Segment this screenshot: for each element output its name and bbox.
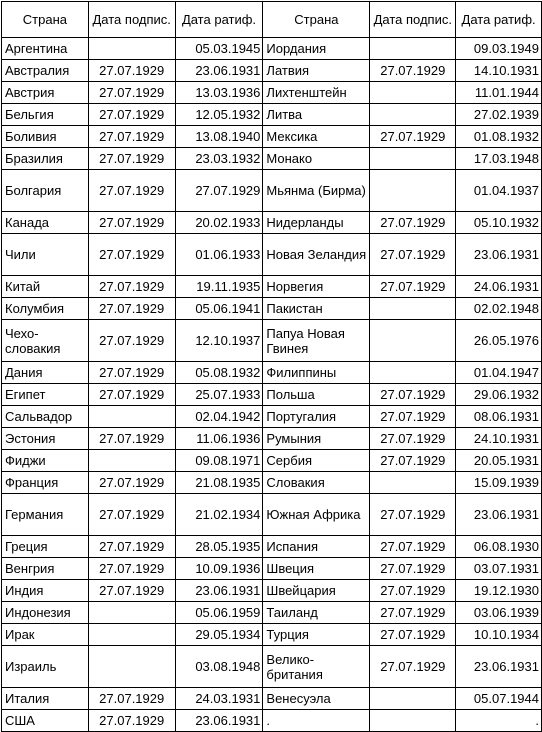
cell-signed: 27.07.1929 xyxy=(370,276,456,298)
cell-signed xyxy=(370,148,456,170)
cell-country: Австралия xyxy=(2,60,89,82)
header-signed: Дата подпис. xyxy=(88,2,175,38)
cell-country: Норвегия xyxy=(263,276,370,298)
cell-country: Мьянма (Бирма) xyxy=(263,170,370,212)
cell-signed: 27.07.1929 xyxy=(370,126,456,148)
table-row xyxy=(2,428,542,450)
cell-ratified: 23.06.1931 xyxy=(175,710,263,732)
table-row xyxy=(2,710,542,732)
table-row xyxy=(2,234,542,276)
cell-country: Южная Африка xyxy=(263,494,370,536)
cell-ratified: 24.03.1931 xyxy=(175,688,263,710)
cell-country: Канада xyxy=(2,212,89,234)
cell-ratified: 02.04.1942 xyxy=(175,406,263,428)
table-row xyxy=(2,126,542,148)
table-row xyxy=(2,536,542,558)
cell-ratified: 23.06.1931 xyxy=(456,646,542,688)
header-country: Страна xyxy=(263,2,370,38)
cell-signed xyxy=(370,362,456,384)
cell-signed: 27.07.1929 xyxy=(88,494,175,536)
header-row xyxy=(2,2,542,38)
table-row xyxy=(2,688,542,710)
cell-ratified: 20.02.1933 xyxy=(175,212,263,234)
cell-ratified: 01.04.1947 xyxy=(456,362,542,384)
cell-country: Эстония xyxy=(2,428,89,450)
cell-signed xyxy=(370,320,456,362)
cell-signed: 27.07.1929 xyxy=(88,82,175,104)
cell-signed: 27.07.1929 xyxy=(370,384,456,406)
cell-country: Лихтенштейн xyxy=(263,82,370,104)
cell-ratified: 02.02.1948 xyxy=(456,298,542,320)
cell-signed: 27.07.1929 xyxy=(88,688,175,710)
cell-ratified: 23.06.1931 xyxy=(175,580,263,602)
cell-signed: 27.07.1929 xyxy=(88,170,175,212)
cell-signed: 27.07.1929 xyxy=(88,558,175,580)
cell-ratified: 01.08.1932 xyxy=(456,126,542,148)
cell-signed xyxy=(370,710,456,732)
cell-country: Китай xyxy=(2,276,89,298)
table-row xyxy=(2,406,542,428)
cell-country: . xyxy=(263,710,370,732)
cell-signed: 27.07.1929 xyxy=(370,212,456,234)
table-row xyxy=(2,298,542,320)
cell-country: Чехо-словакия xyxy=(2,320,89,362)
cell-ratified: 05.06.1959 xyxy=(175,602,263,624)
cell-country: Швейцария xyxy=(263,580,370,602)
cell-ratified: 14.10.1931 xyxy=(456,60,542,82)
cell-country: Литва xyxy=(263,104,370,126)
cell-country: Венесуэла xyxy=(263,688,370,710)
cell-signed: 27.07.1929 xyxy=(370,624,456,646)
cell-signed: 27.07.1929 xyxy=(88,536,175,558)
ratification-table xyxy=(1,1,542,732)
cell-ratified: 11.06.1936 xyxy=(175,428,263,450)
table-row xyxy=(2,602,542,624)
cell-country: Сербия xyxy=(263,450,370,472)
table-row xyxy=(2,494,542,536)
cell-ratified: 21.02.1934 xyxy=(175,494,263,536)
cell-ratified: 26.05.1976 xyxy=(456,320,542,362)
cell-signed: 27.07.1929 xyxy=(370,428,456,450)
cell-ratified: . xyxy=(456,710,542,732)
cell-ratified: 13.03.1936 xyxy=(175,82,263,104)
cell-ratified: 13.08.1940 xyxy=(175,126,263,148)
cell-country: Италия xyxy=(2,688,89,710)
cell-signed: 27.07.1929 xyxy=(88,104,175,126)
cell-ratified: 25.07.1933 xyxy=(175,384,263,406)
cell-signed: 27.07.1929 xyxy=(370,602,456,624)
cell-signed xyxy=(88,624,175,646)
cell-signed: 27.07.1929 xyxy=(88,148,175,170)
table-row xyxy=(2,624,542,646)
cell-country: Сальвадор xyxy=(2,406,89,428)
cell-ratified: 01.04.1937 xyxy=(456,170,542,212)
cell-ratified: 20.05.1931 xyxy=(456,450,542,472)
cell-country: США xyxy=(2,710,89,732)
cell-signed: 27.07.1929 xyxy=(88,320,175,362)
table-row xyxy=(2,646,542,688)
table-row xyxy=(2,450,542,472)
table-row xyxy=(2,580,542,602)
cell-ratified: 28.05.1935 xyxy=(175,536,263,558)
cell-ratified: 27.07.1929 xyxy=(175,170,263,212)
cell-ratified: 23.06.1931 xyxy=(456,494,542,536)
cell-ratified: 29.05.1934 xyxy=(175,624,263,646)
cell-country: Франция xyxy=(2,472,89,494)
cell-ratified: 23.06.1931 xyxy=(175,60,263,82)
table-row xyxy=(2,276,542,298)
cell-country: Ирак xyxy=(2,624,89,646)
cell-signed xyxy=(370,170,456,212)
cell-signed xyxy=(370,688,456,710)
cell-signed: 27.07.1929 xyxy=(88,60,175,82)
cell-country: Испания xyxy=(263,536,370,558)
cell-country: Аргентина xyxy=(2,38,89,60)
cell-country: Словакия xyxy=(263,472,370,494)
cell-country: Бельгия xyxy=(2,104,89,126)
cell-country: Папуа Новая Гвинея xyxy=(263,320,370,362)
cell-ratified: 21.08.1935 xyxy=(175,472,263,494)
cell-country: Пакистан xyxy=(263,298,370,320)
cell-ratified: 03.06.1939 xyxy=(456,602,542,624)
table-header xyxy=(2,2,542,38)
cell-ratified: 05.03.1945 xyxy=(175,38,263,60)
cell-ratified: 24.10.1931 xyxy=(456,428,542,450)
cell-signed xyxy=(88,450,175,472)
cell-ratified: 29.06.1932 xyxy=(456,384,542,406)
cell-signed: 27.07.1929 xyxy=(88,362,175,384)
cell-country: Таиланд xyxy=(263,602,370,624)
cell-signed xyxy=(370,104,456,126)
cell-ratified: 12.05.1932 xyxy=(175,104,263,126)
cell-signed xyxy=(88,406,175,428)
table-row xyxy=(2,82,542,104)
cell-signed: 27.07.1929 xyxy=(370,406,456,428)
cell-country: Иордания xyxy=(263,38,370,60)
cell-country: Румыния xyxy=(263,428,370,450)
cell-signed xyxy=(370,82,456,104)
cell-signed: 27.07.1929 xyxy=(88,384,175,406)
cell-ratified: 10.09.1936 xyxy=(175,558,263,580)
header-ratified: Дата ратиф. xyxy=(175,2,263,38)
cell-ratified: 17.03.1948 xyxy=(456,148,542,170)
table-row xyxy=(2,320,542,362)
cell-signed: 27.07.1929 xyxy=(88,472,175,494)
table-row xyxy=(2,148,542,170)
cell-country: Латвия xyxy=(263,60,370,82)
table-row xyxy=(2,384,542,406)
table-row xyxy=(2,170,542,212)
cell-signed: 27.07.1929 xyxy=(370,234,456,276)
cell-signed xyxy=(88,38,175,60)
header-ratified: Дата ратиф. xyxy=(456,2,542,38)
cell-country: Германия xyxy=(2,494,89,536)
cell-country: Польша xyxy=(263,384,370,406)
cell-signed: 27.07.1929 xyxy=(88,126,175,148)
table-row xyxy=(2,558,542,580)
cell-ratified: 09.03.1949 xyxy=(456,38,542,60)
cell-signed: 27.07.1929 xyxy=(370,580,456,602)
cell-country: Болгария xyxy=(2,170,89,212)
cell-signed: 27.07.1929 xyxy=(370,536,456,558)
cell-signed xyxy=(370,38,456,60)
table-row xyxy=(2,472,542,494)
cell-country: Боливия xyxy=(2,126,89,148)
cell-signed xyxy=(370,472,456,494)
cell-ratified: 08.06.1931 xyxy=(456,406,542,428)
cell-ratified: 06.08.1930 xyxy=(456,536,542,558)
cell-ratified: 19.12.1930 xyxy=(456,580,542,602)
cell-country: Индия xyxy=(2,580,89,602)
header-country: Страна xyxy=(2,2,89,38)
cell-signed: 27.07.1929 xyxy=(370,450,456,472)
cell-ratified: 19.11.1935 xyxy=(175,276,263,298)
cell-ratified: 24.06.1931 xyxy=(456,276,542,298)
cell-ratified: 23.03.1932 xyxy=(175,148,263,170)
header-signed: Дата подпис. xyxy=(370,2,456,38)
cell-country: Бразилия xyxy=(2,148,89,170)
cell-signed: 27.07.1929 xyxy=(88,710,175,732)
cell-country: Нидерланды xyxy=(263,212,370,234)
cell-country: Мексика xyxy=(263,126,370,148)
cell-country: Турция xyxy=(263,624,370,646)
cell-ratified: 10.10.1934 xyxy=(456,624,542,646)
cell-signed: 27.07.1929 xyxy=(88,580,175,602)
table-row xyxy=(2,212,542,234)
cell-signed: 27.07.1929 xyxy=(370,60,456,82)
cell-signed: 27.07.1929 xyxy=(370,646,456,688)
table-row xyxy=(2,60,542,82)
cell-country: Чили xyxy=(2,234,89,276)
cell-ratified: 05.10.1932 xyxy=(456,212,542,234)
cell-country: Новая Зеландия xyxy=(263,234,370,276)
cell-signed: 27.07.1929 xyxy=(88,234,175,276)
cell-signed: 27.07.1929 xyxy=(88,298,175,320)
cell-signed xyxy=(88,602,175,624)
cell-ratified: 09.08.1971 xyxy=(175,450,263,472)
cell-country: Израиль xyxy=(2,646,89,688)
cell-ratified: 27.02.1939 xyxy=(456,104,542,126)
cell-ratified: 05.08.1932 xyxy=(175,362,263,384)
cell-country: Венгрия xyxy=(2,558,89,580)
cell-signed xyxy=(370,298,456,320)
cell-country: Индонезия xyxy=(2,602,89,624)
table-row xyxy=(2,104,542,126)
cell-country: Колумбия xyxy=(2,298,89,320)
cell-ratified: 05.07.1944 xyxy=(456,688,542,710)
cell-country: Дания xyxy=(2,362,89,384)
cell-signed: 27.07.1929 xyxy=(88,428,175,450)
cell-country: Греция xyxy=(2,536,89,558)
cell-ratified: 05.06.1941 xyxy=(175,298,263,320)
cell-ratified: 03.07.1931 xyxy=(456,558,542,580)
cell-signed: 27.07.1929 xyxy=(370,558,456,580)
cell-ratified: 23.06.1931 xyxy=(456,234,542,276)
cell-country: Филиппины xyxy=(263,362,370,384)
cell-ratified: 11.01.1944 xyxy=(456,82,542,104)
table-body xyxy=(2,38,542,732)
cell-country: Швеция xyxy=(263,558,370,580)
cell-country: Египет xyxy=(2,384,89,406)
cell-country: Австрия xyxy=(2,82,89,104)
cell-ratified: 12.10.1937 xyxy=(175,320,263,362)
cell-country: Португалия xyxy=(263,406,370,428)
cell-signed: 27.07.1929 xyxy=(370,494,456,536)
cell-country: Монако xyxy=(263,148,370,170)
cell-country: Фиджи xyxy=(2,450,89,472)
cell-ratified: 01.06.1933 xyxy=(175,234,263,276)
cell-signed: 27.07.1929 xyxy=(88,212,175,234)
cell-signed: 27.07.1929 xyxy=(88,276,175,298)
table-row xyxy=(2,38,542,60)
cell-ratified: 15.09.1939 xyxy=(456,472,542,494)
cell-ratified: 03.08.1948 xyxy=(175,646,263,688)
table-row xyxy=(2,362,542,384)
cell-country: Велико-британия xyxy=(263,646,370,688)
cell-signed xyxy=(88,646,175,688)
